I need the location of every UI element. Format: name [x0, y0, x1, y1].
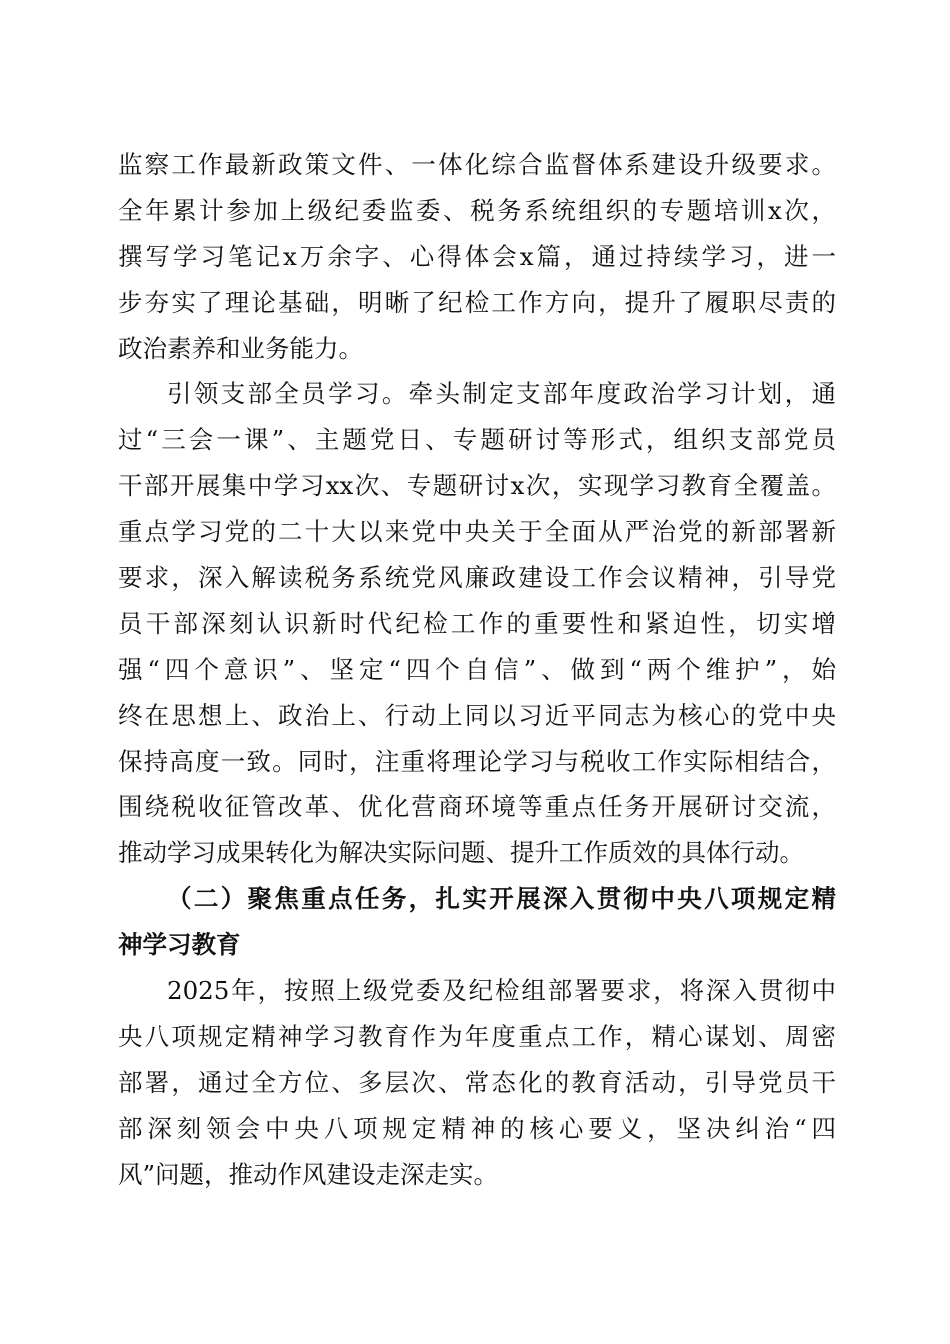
text-line: 过“三会一课”、主题党日、专题研讨等形式，组织支部党员	[118, 425, 836, 455]
text-line: 风”问题，推动作风建设走深走实。	[118, 1159, 499, 1189]
text-line: 要求，深入解读税务系统党风廉政建设工作会议精神，引导党	[118, 563, 836, 593]
text-line: 员干部深刻认识新时代纪检工作的重要性和紧迫性，切实增	[118, 608, 836, 638]
text-line: 步夯实了理论基础，明晰了纪检工作方向，提升了履职尽责的	[118, 287, 836, 317]
document-page	[118, 142, 836, 1197]
text-line: 政治素养和业务能力。	[118, 333, 363, 363]
text-line: 央八项规定精神学习教育作为年度重点工作，精心谋划、周密	[118, 1021, 836, 1051]
text-line: 监察工作最新政策文件、一体化综合监督体系建设升级要求。	[118, 150, 836, 179]
text-line: 重点学习党的二十大以来党中央关于全面从严治党的新部署新	[118, 517, 836, 547]
heading-line: 神学习教育	[118, 930, 241, 960]
text-line: 撰写学习笔记x万余字、心得体会x篇，通过持续学习，进一	[118, 241, 836, 271]
section-heading	[118, 876, 836, 968]
heading-line: （二）聚焦重点任务，扎实开展深入贯彻中央八项规定精	[167, 884, 836, 914]
text-line: 引领支部全员学习。牵头制定支部年度政治学习计划，通	[167, 379, 836, 409]
paragraph-eight-rules	[118, 968, 836, 1197]
paragraph-study-results	[118, 142, 836, 371]
text-line: 部署，通过全方位、多层次、常态化的教育活动，引导党员干	[118, 1067, 836, 1097]
text-line: 终在思想上、政治上、行动上同以习近平同志为核心的党中央	[118, 700, 836, 730]
text-line: 推动学习成果转化为解决实际问题、提升工作质效的具体行动。	[118, 838, 804, 868]
text-line: 部深刻领会中央八项规定精神的核心要义，坚决纠治“四	[118, 1113, 836, 1143]
text-line: 全年累计参加上级纪委监委、税务系统组织的专题培训x次，	[118, 195, 836, 225]
text-line: 围绕税收征管改革、优化营商环境等重点任务开展研讨交流，	[118, 792, 836, 822]
text-line: 保持高度一致。同时，注重将理论学习与税收工作实际相结合，	[118, 746, 836, 776]
text-line: 2025年，按照上级党委及纪检组部署要求，将深入贯彻中	[167, 976, 836, 1006]
text-line: 干部开展集中学习xx次、专题研讨x次，实现学习教育全覆盖。	[118, 471, 836, 501]
paragraph-branch-study	[118, 371, 836, 876]
text-line: 强“四个意识”、坚定“四个自信”、做到“两个维护”，始	[118, 654, 836, 684]
